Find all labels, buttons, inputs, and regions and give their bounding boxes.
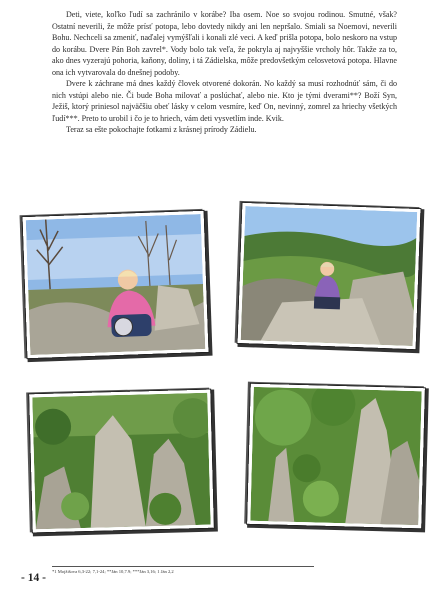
photo-woman-on-ridge — [238, 203, 421, 349]
footnote-rule — [52, 566, 314, 567]
photo-rock-formations — [29, 390, 214, 533]
photo-woman-on-rocks — [23, 211, 209, 358]
body-text — [52, 9, 397, 136]
footnote: *1 Mojžišova 6,3-22; 7,1-24; **Ján 10,7.9; ***Ján 3,16; 1 Ján 2,2 — [52, 569, 174, 574]
paragraph-3: Teraz sa ešte pokochajte fotkami z krásnej prírody Zádielu. — [66, 125, 257, 134]
page-number: - 14 - — [21, 572, 46, 584]
photo-limestone-pinnacles — [247, 384, 425, 529]
paragraph-2: Dvere k záchrane má dnes každý človek otvorené dokorán. No každý sa musí rozhodnúť sám, či do nich vstúpi alebo nie. Či bude Boha milovať a poslúchať, alebo nie. Kto je tými dverami**? Boží Syn, Ježiš, ktorý priniesol najväčšiu obeť lásky v celom vesmíre, keď On, nevinný, zomrel za hriechy všetkých ľudí***. Preto to urobil i čo je to hriech, vám deti vysvetlím inde. Kvik. — [52, 79, 397, 123]
paragraph-1: Deti, viete, koľko ľudí sa zachránilo v korábe? Iba osem. Noe so svojou rodinou. Smutné, však? Ostatní neverili, že môže prísť potopa, lebo dovtedy nikdy ani len nepršalo. Smiali sa Noemovi, neverili Bohu. Nechceli sa zmeniť, naďalej vymýšľali i konali zlé veci. A keď prišla potopa, bolo neskoro na vstup do korábu. Dvere Pán Boh zavrel*. Vody bolo tak veľa, že pokryla aj najvyššie vrcholy hôr. Takže za to, ako dnes vyzerajú pohoria, kaňony, doliny, i tá Zádielska, môže predovšetkým celosvetová potopa. Hlavne ona ich vytvarovala do dnešnej podoby. — [52, 10, 397, 77]
